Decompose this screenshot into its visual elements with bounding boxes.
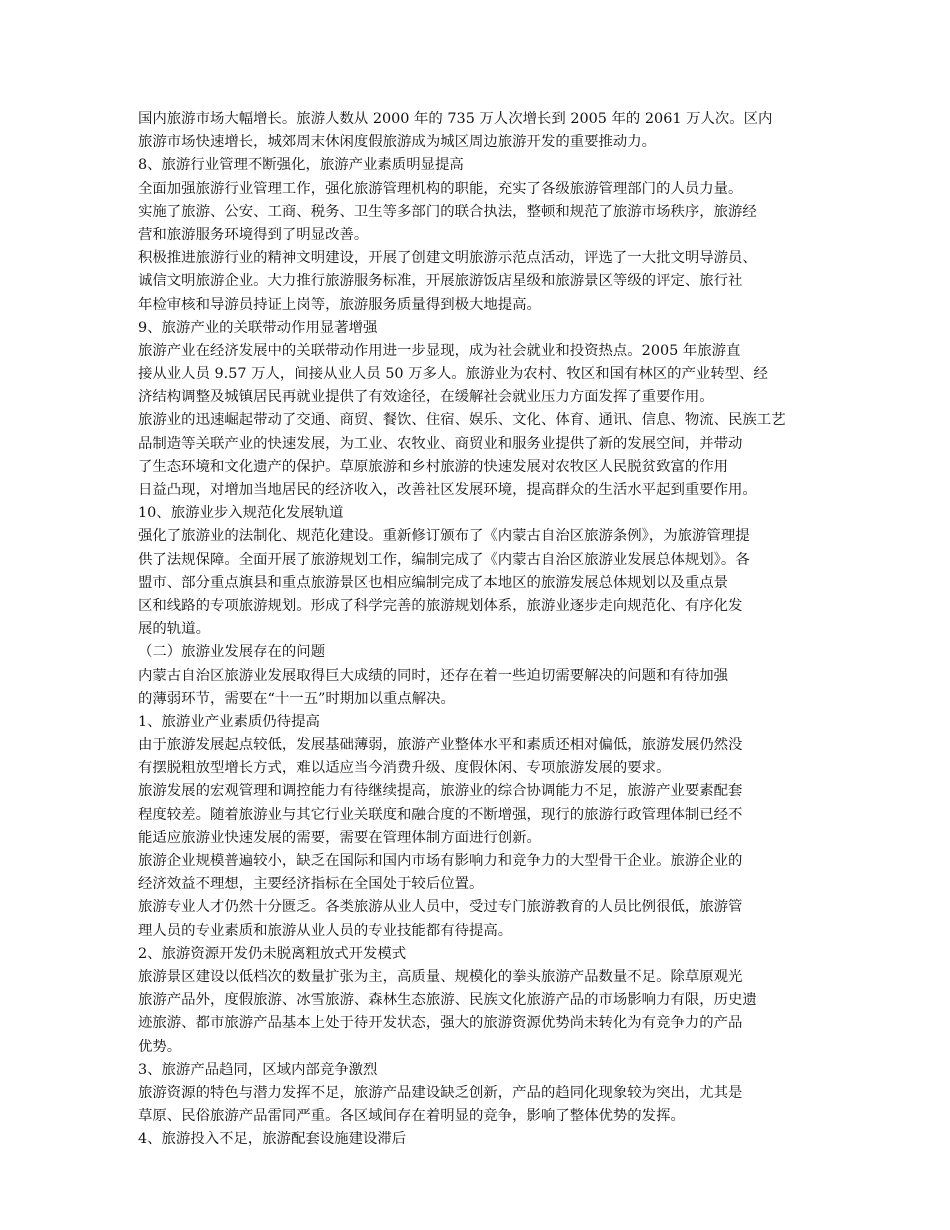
- text-line: 济结构调整及城镇居民再就业提供了有效途径，在缓解社会就业压力方面发挥了重要作用。: [138, 389, 714, 406]
- text-line: 诚信文明旅游企业。大力推行旅游服务标准，开展旅游饭店星级和旅游景区等级的评定、旅行社: [138, 273, 743, 290]
- document-body: [138, 108, 818, 1151]
- text-line: 草原、民俗旅游产品雷同严重。各区域间存在着明显的竞争，影响了整体优势的发挥。: [138, 1108, 685, 1125]
- text-line: 供了法规保障。全面开展了旅游规划工作，编制完成了《内蒙古自治区旅游业发展总体规划》。各: [138, 551, 750, 568]
- text-line: 的薄弱环节，需要在“十一五”时期加以重点解决。: [138, 690, 455, 707]
- text-line: 旅游发展的宏观管理和调控能力有待继续提高，旅游业的综合协调能力不足，旅游产业要素配套: [138, 783, 743, 800]
- text-line: 积极推进旅游行业的精神文明建设，开展了创建文明旅游示范点活动，评选了一大批文明导游员、: [138, 250, 757, 267]
- section-heading: 3、旅游产品趋同，区域内部竞争激烈: [138, 1061, 378, 1078]
- section-heading: 8、旅游行业管理不断强化，旅游产业素质明显提高: [138, 157, 464, 174]
- text-line: 盟市、部分重点旗县和重点旅游景区也相应编制完成了本地区的旅游发展总体规划以及重点景: [138, 574, 729, 591]
- text-line: 旅游产品外，度假旅游、冰雪旅游、森林生态旅游、民族文化旅游产品的市场影响力有限，历史遗: [138, 992, 757, 1009]
- section-heading: 1、旅游业产业素质仍待提高: [138, 713, 320, 730]
- text-line: 全面加强旅游行业管理工作，强化旅游管理机构的职能，充实了各级旅游管理部门的人员力量。: [138, 180, 743, 197]
- text-line: 程度较差。随着旅游业与其它行业关联度和融合度的不断增强，现行的旅游行政管理体制已经不: [138, 806, 743, 823]
- text-line: 理人员的专业素质和旅游从业人员的专业技能都有待提高。: [138, 922, 513, 939]
- text-line: 有摆脱粗放型增长方式，难以适应当今消费升级、度假休闲、专项旅游发展的要求。: [138, 760, 671, 777]
- text-line: 由于旅游发展起点较低，发展基础薄弱，旅游产业整体水平和素质还相对偏低，旅游发展仍然没: [138, 737, 743, 754]
- text-line: 优势。: [138, 1038, 182, 1055]
- text-line: 展的轨道。: [138, 621, 210, 638]
- text-line: 旅游企业规模普遍较小，缺乏在国际和国内市场有影响力和竞争力的大型骨干企业。旅游企业的: [138, 853, 743, 869]
- text-line: 经济效益不理想，主要经济指标在全国处于较后位置。: [138, 876, 484, 893]
- text-line: 营和旅游服务环境得到了明显改善。: [138, 226, 369, 243]
- text-line: 实施了旅游、公安、工商、税务、卫生等多部门的联合执法，整顿和规范了旅游市场秩序，旅游经: [138, 203, 757, 220]
- text-line: 内蒙古自治区旅游业发展取得巨大成绩的同时，还存在着一些迫切需要解决的问题和有待加强: [138, 667, 729, 684]
- section-heading: 2、旅游资源开发仍未脱离粗放式开发模式: [138, 945, 407, 962]
- text-line: 日益凸现，对增加当地居民的经济收入，改善社区发展环境，提高群众的生活水平起到重要作用。: [138, 482, 757, 498]
- text-line: 了生态环境和文化遗产的保护。草原旅游和乡村旅游的快速发展对农牧区人民脱贫致富的作用: [138, 458, 729, 475]
- text-line: 旅游业的迅速崛起带动了交通、商贸、餐饮、住宿、娱乐、文化、体育、通讯、信息、物流、民族工艺: [138, 412, 786, 429]
- text-line: 迹旅游、都市旅游产品基本上处于待开发状态，强大的旅游资源优势尚未转化为有竞争力的产品: [138, 1015, 743, 1032]
- section-heading: 10、旅游业步入规范化发展轨道: [138, 505, 344, 522]
- text-line: 国内旅游市场大幅增长。旅游人数从 2000 年的 735 万人次增长到 2005 年的 2061 万人次。区内: [138, 111, 773, 127]
- text-line: 强化了旅游业的法制化、规范化建设。重新修订颁布了《内蒙古自治区旅游条例》，为旅游管理提: [138, 528, 750, 545]
- text-line: 能适应旅游业快速发展的需要，需要在管理体制方面进行创新。: [138, 829, 541, 846]
- text-line: 接从业人员 9.57 万人，间接从业人员 50 万多人。旅游业为农村、牧区和国有林区的产业转型、经: [138, 366, 768, 383]
- text-line: 旅游专业人才仍然十分匮乏。各类旅游从业人员中，受过专门旅游教育的人员比例很低，旅游管: [138, 899, 743, 916]
- text-line: 年检审核和导游员持证上岗等，旅游服务质量得到极大地提高。: [138, 296, 541, 313]
- text-line: 品制造等关联产业的快速发展，为工业、农牧业、商贸业和服务业提供了新的发展空间，并带动: [138, 435, 743, 452]
- text-line: 旅游产业在经济发展中的关联带动作用进一步显现，成为社会就业和投资热点。2005 年旅游直: [138, 342, 741, 359]
- text-line: 区和线路的专项旅游规划。形成了科学完善的旅游规划体系，旅游业逐步走向规范化、有序化发: [138, 597, 743, 614]
- text-line: 旅游资源的特色与潜力发挥不足，旅游产品建设缺乏创新，产品的趋同化现象较为突出，尤其是: [138, 1084, 743, 1101]
- section-heading: （二）旅游业发展存在的问题: [138, 644, 326, 661]
- section-heading: 4、旅游投入不足，旅游配套设施建设滞后: [138, 1131, 407, 1148]
- section-heading: 9、旅游产业的关联带动作用显著增强: [138, 319, 378, 336]
- text-line: 旅游市场快速增长，城郊周末休闲度假旅游成为城区周边旅游开发的重要推动力。: [138, 134, 657, 151]
- text-line: 旅游景区建设以低档次的数量扩张为主，高质量、规模化的拳头旅游产品数量不足。除草原观光: [138, 968, 743, 985]
